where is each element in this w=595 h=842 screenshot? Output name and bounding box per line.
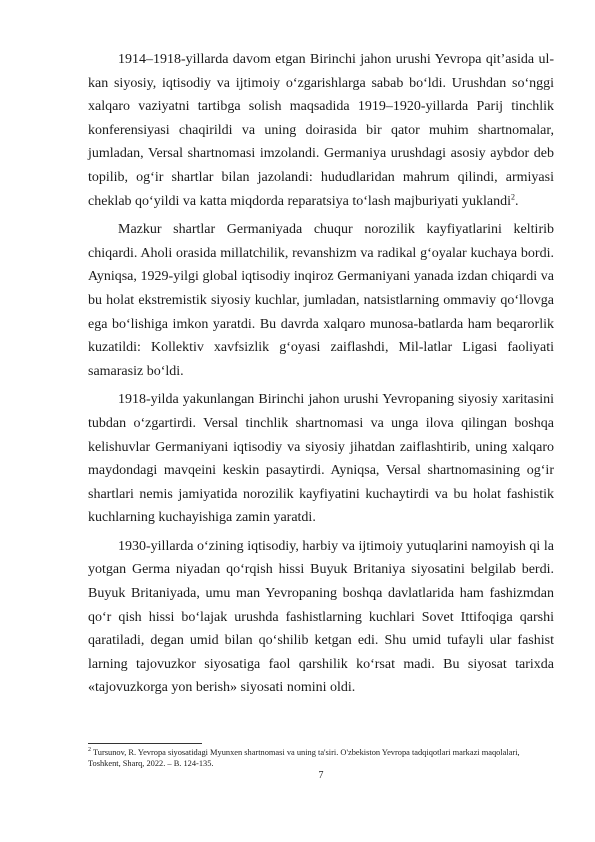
paragraph-4-text: 1930-yillarda o‘zining iqtisodiy, harbiy va ijtimoiy yutuqlarini namoyish qi la yotgan Germa niyadan qo‘rqish hissi Buyuk Britaniya siyosatini belgilab berdi. Buyuk Britaniyada, umu man Yevropaning boshqa davlatlarida ham fashizmdan qo‘r qish hissi bo‘lajak urushda fashistlarning kuchlari Sovet Ittifoqiga qarshi qaratiladi, degan umid bilan qo‘shilib ketgan edi. Shu umid tufayli ular fashist larning tajovuzkor siyosatiga faol qarshilik ko‘rsat madi. Bu siyosat tarixda «tajovuzkorga yon berish» siyosati nomini oldi. <box>88 538 554 696</box>
paragraph-1 <box>88 48 554 213</box>
paragraph-2-text: Mazkur shartlar Germaniyada chuqur norozilik kayfiyatlarini keltirib chiqardi. Aholi orasida millatchilik, revanshizm va radikal g‘oyalar kuchaya bordi. Ayniqsa, 1929-yilgi global iqtisodiy inqiroz Germaniyani yanada izdan chiqardi va bu holat ekstremistik siyosiy kuchlar, jumladan, natsistlarning ommaviy qo‘llovga ega bo‘lishiga imkon yaratdi. Bu davrda xalqaro munosa-batlarda ham beqarorlik kuzatildi: Kollektiv xavfsizlik g‘oyasi zaiflashdi, Mil-latlar Ligasi faoliyati samarasiz bo‘ldi. <box>88 222 554 379</box>
paragraph-3 <box>88 388 554 530</box>
paragraph-4 <box>88 535 554 700</box>
footnote-number: 2 <box>88 747 91 754</box>
paragraph-2 <box>88 218 554 383</box>
footnote-divider <box>88 743 202 744</box>
paragraph-1-text: 1914–1918-yillarda davom etgan Birinchi jahon urushi Yevropa qit’asida ul-kan siyosiy, iqtisodiy va ijtimoiy o‘zgarishlarga sabab bo‘ldi. Urushdan so‘nggi xalqaro vaziyatni tartibga solish maqsadida 1919–1920-yillarda Parij tinchlik konferensiyasi chaqirildi va uning doirasida bir qator muhim shartnomalar, jumladan, Versal shartnomasi imzolandi. Germaniya urushdagi asosiy aybdor deb topilib, og‘ir shartlar bilan jazolandi: hududlaridan mahrum qilindi, armiyasi cheklab qo‘yildi va katta miqdorda reparatsiya to‘lash majburiyati yuklandi <box>88 52 554 209</box>
document-body <box>88 48 554 705</box>
page-number: 7 <box>318 770 324 781</box>
footnote-reference[interactable]: 2 <box>510 191 515 201</box>
footnote <box>88 747 554 769</box>
paragraph-1-end: . <box>514 193 519 209</box>
paragraph-3-text: 1918-yilda yakunlangan Birinchi jahon urushi Yevropaning siyosiy xaritasini tubdan o‘zgartirdi. Versal tinchlik shartnomasi va unga ilova qilingan boshqa kelishuvlar Germaniyani iqtisodiy va siyosiy jihatdan zaiflashtirib, uning xalqaro maydondagi mavqeini keskin pasaytirdi. Ayniqsa, Versal shartnomasining og‘ir shartlari nemis jamiyatida norozilik kayfiyatini kuchaytirdi va bu holat fashistik kuchlarning kuchayishiga zamin yaratdi. <box>88 392 554 526</box>
footnote-text: Tursunov, R. Yevropa siyosatidagi Myunxen shartnomasi va uning ta'siri. O'zbekiston Yevropa tadqiqotlari markazi maqolalari, Toshkent, Sharq, 2022. – B. 124-135. <box>88 748 520 768</box>
